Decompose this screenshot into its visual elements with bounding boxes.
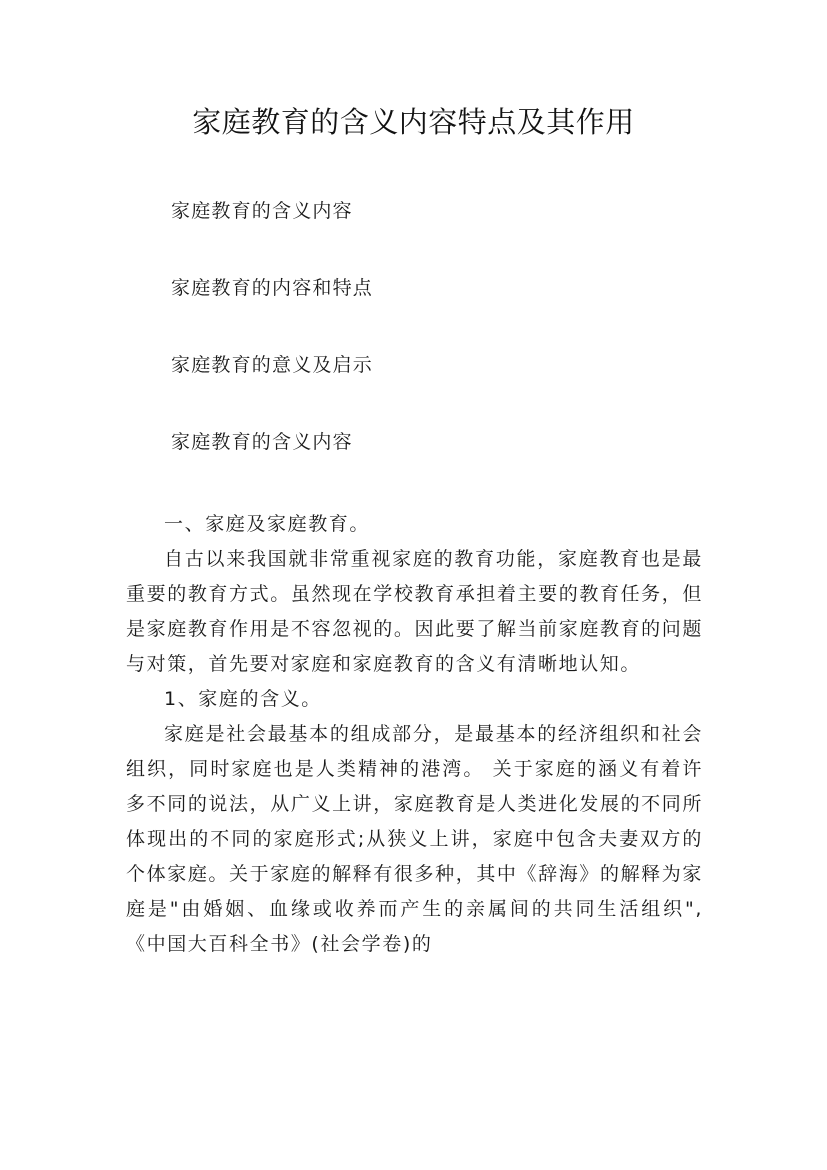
toc-item: 家庭教育的意义及启示 [171,354,374,376]
document-title: 家庭教育的含义内容特点及其作用 [192,105,635,139]
body-paragraph: 家庭是社会最基本的组成部分，是最基本的经济组织和社会组织，同时家庭也是人类精神的港湾。 关于家庭的涵义有着许多不同的说法，从广义上讲，家庭教育是人类进化发展的不同所体现出的不同的家庭形式;从狭义上讲，家庭中包含夫妻双方的个体家庭。关于家庭的解释有很多种，其中《辞海》的解释为家庭是"由婚姻、血缘或收养而产生的亲属间的共同生活组织",《中国大百科全书》(社会学卷)的 [126,723,703,955]
subsection-heading: 1、家庭的含义。 [164,688,322,710]
document-body [126,507,703,962]
toc-item: 家庭教育的含义内容 [171,200,353,222]
toc-item: 家庭教育的内容和特点 [171,277,374,299]
body-paragraph: 自古以来我国就非常重视家庭的教育功能，家庭教育也是最重要的教育方式。虽然现在学校教育承担着主要的教育任务，但是家庭教育作用是不容忽视的。因此要了解当前家庭教育的问题与对策，首先要对家庭和家庭教育的含义有清晰地认知。 [126,548,703,675]
toc-item: 家庭教育的含义内容 [171,431,353,453]
section-heading: 一、家庭及家庭教育。 [164,513,371,535]
table-of-contents [171,196,731,504]
